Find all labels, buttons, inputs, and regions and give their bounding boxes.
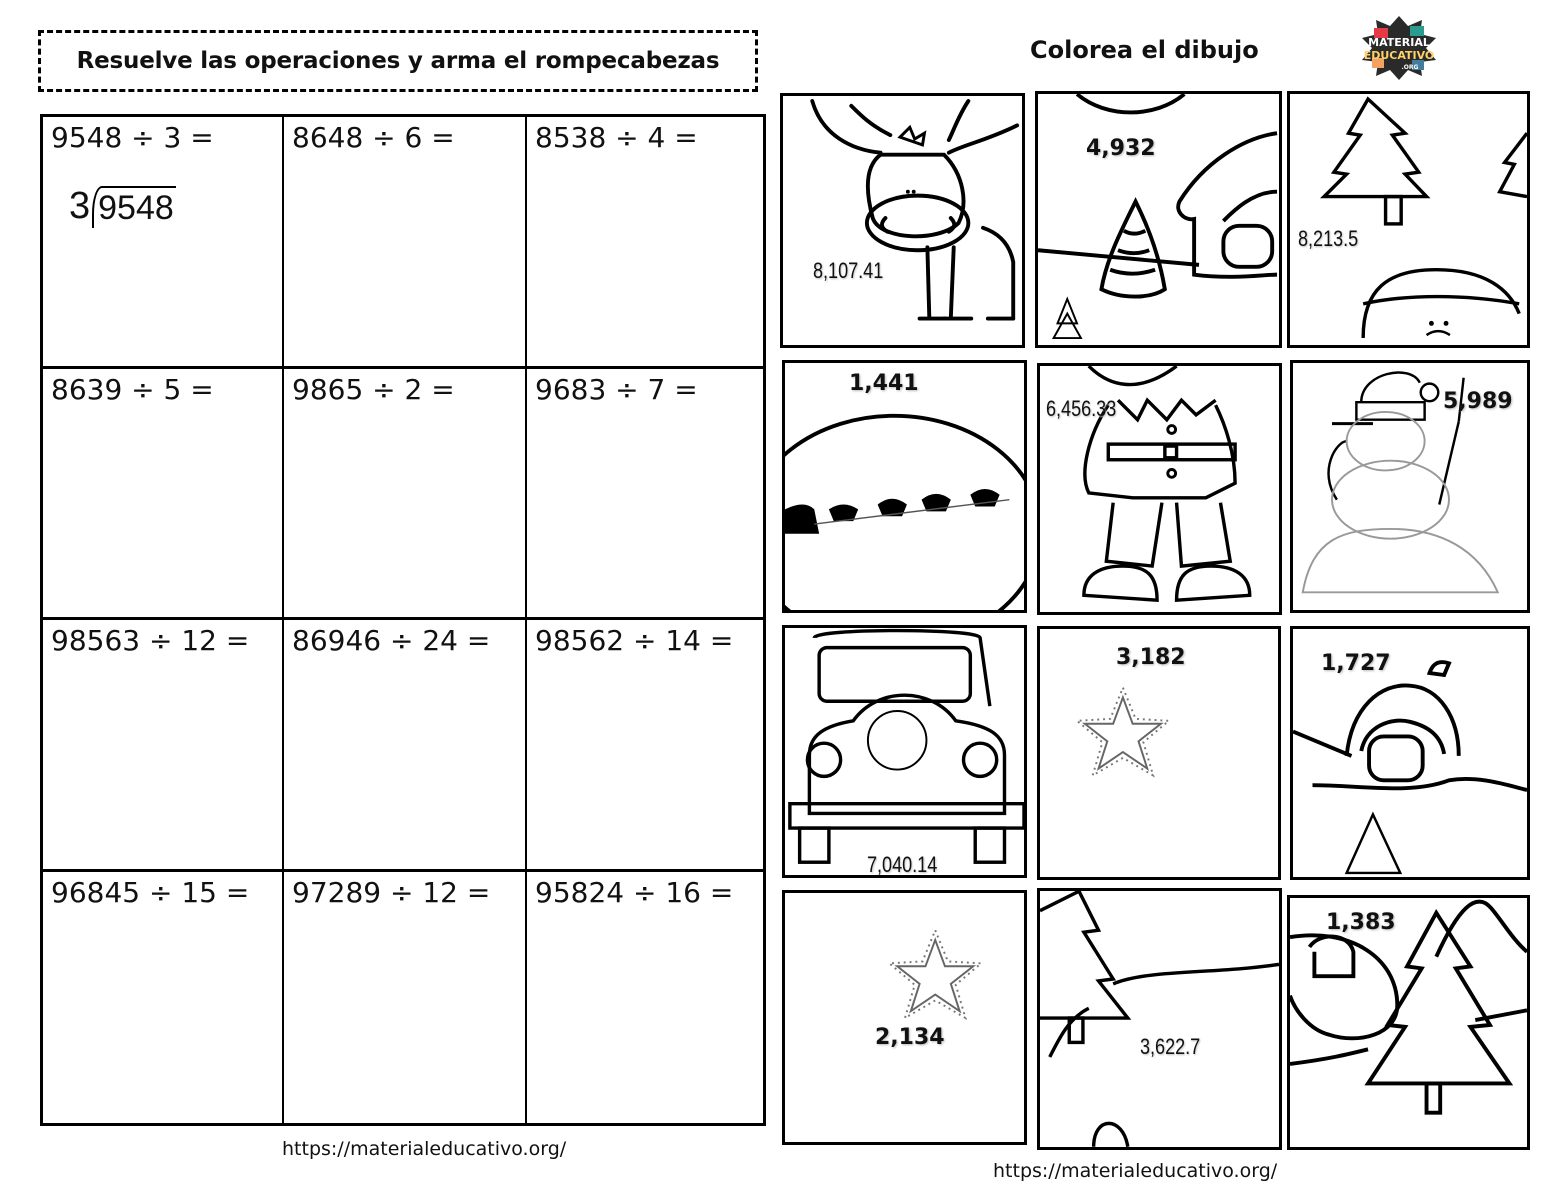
piece-value: 1,441	[849, 371, 919, 396]
puzzle-piece-tree-and-house[interactable]	[1035, 91, 1282, 348]
puzzle-piece-tree-and-elf-hat[interactable]	[1287, 91, 1530, 348]
operation-label: 8538 ÷ 4 =	[535, 121, 698, 154]
operation-cell[interactable]	[527, 620, 763, 872]
tree-and-hill-icon	[1040, 891, 1279, 1147]
operation-cell[interactable]	[43, 872, 284, 1124]
puzzle-piece-snowman[interactable]	[1290, 360, 1530, 613]
piece-value: 8,213.5	[1298, 226, 1359, 251]
divisor: 3	[69, 185, 91, 227]
puzzle-piece-car-with-wreath[interactable]	[782, 625, 1027, 878]
operation-label: 9683 ÷ 7 =	[535, 372, 698, 406]
material-educativo-logo	[1360, 14, 1438, 82]
operation-label: 98563 ÷ 12 =	[51, 624, 250, 657]
operation-label: 86946 ÷ 24 =	[292, 624, 491, 657]
puzzle-grid	[780, 88, 1530, 1153]
long-division-example	[69, 185, 176, 228]
tree-and-house-icon	[1038, 94, 1279, 345]
car-with-wreath-icon	[785, 628, 1024, 875]
operation-cell[interactable]	[284, 620, 527, 872]
operation-cell[interactable]	[43, 117, 284, 369]
footer-url-left[interactable]: https://materialeducativo.org/	[282, 1138, 567, 1160]
operation-label: 96845 ÷ 15 =	[51, 875, 250, 909]
operation-cell[interactable]	[284, 117, 527, 369]
puzzle-piece-tree-and-hill[interactable]	[1037, 888, 1282, 1150]
operation-cell[interactable]	[43, 620, 284, 872]
piece-value: 8,107.41	[813, 258, 884, 283]
svg-text:MATERIAL: MATERIAL	[1368, 36, 1430, 49]
operation-cell[interactable]	[284, 872, 527, 1124]
puzzle-title: Colorea el dibujo	[1030, 36, 1259, 64]
star-icon	[785, 893, 1024, 1142]
santa-and-tree-icon	[1290, 898, 1527, 1147]
reindeer-icon	[783, 96, 1022, 345]
operation-label: 9548 ÷ 3 =	[51, 121, 214, 154]
puzzle-piece-moon-with-sleigh[interactable]	[782, 360, 1027, 613]
piece-value: 4,932	[1086, 136, 1156, 161]
operation-label: 8639 ÷ 5 =	[51, 372, 214, 406]
tree-and-elf-hat-icon	[1290, 94, 1527, 345]
puzzle-piece-santa-and-tree[interactable]	[1287, 895, 1530, 1150]
puzzle-piece-star[interactable]	[1037, 626, 1281, 880]
piece-value: 6,456.33	[1046, 396, 1117, 421]
piece-value: 7,040.14	[867, 852, 938, 877]
operations-grid	[40, 114, 766, 1126]
puzzle-piece-snowy-house[interactable]	[1290, 626, 1530, 880]
operation-cell[interactable]	[527, 117, 763, 369]
operation-cell[interactable]	[527, 369, 763, 621]
moon-with-sleigh-icon	[785, 363, 1024, 610]
operation-label: 9865 ÷ 2 =	[292, 372, 455, 406]
operation-label: 95824 ÷ 16 =	[535, 875, 734, 909]
puzzle-piece-reindeer[interactable]	[780, 93, 1025, 348]
operation-cell[interactable]	[43, 369, 284, 621]
piece-value: 2,134	[875, 1025, 945, 1050]
operation-label: 97289 ÷ 12 =	[292, 875, 491, 909]
operation-label: 98562 ÷ 14 =	[535, 624, 734, 657]
worksheet-title: Resuelve las operaciones y arma el rompecabezas	[76, 48, 720, 74]
operation-cell[interactable]	[284, 369, 527, 621]
footer-url-right[interactable]: https://materialeducativo.org/	[993, 1160, 1278, 1182]
piece-value: 3,622.7	[1140, 1034, 1201, 1059]
piece-value: 3,182	[1116, 645, 1186, 670]
piece-value: 1,727	[1321, 651, 1391, 676]
dividend: 9548	[92, 186, 176, 228]
svg-text:EDUCATIVO: EDUCATIVO	[1363, 49, 1435, 62]
puzzle-piece-star-2[interactable]	[782, 890, 1027, 1145]
piece-value: 1,383	[1326, 910, 1396, 935]
svg-text:.ORG: .ORG	[1401, 64, 1419, 71]
logo-icon	[1360, 14, 1438, 82]
piece-value: 5,989	[1443, 389, 1513, 414]
operation-cell[interactable]	[527, 872, 763, 1124]
worksheet-title-box	[38, 30, 758, 92]
puzzle-piece-elf-body[interactable]	[1037, 363, 1282, 615]
operation-label: 8648 ÷ 6 =	[292, 121, 455, 154]
